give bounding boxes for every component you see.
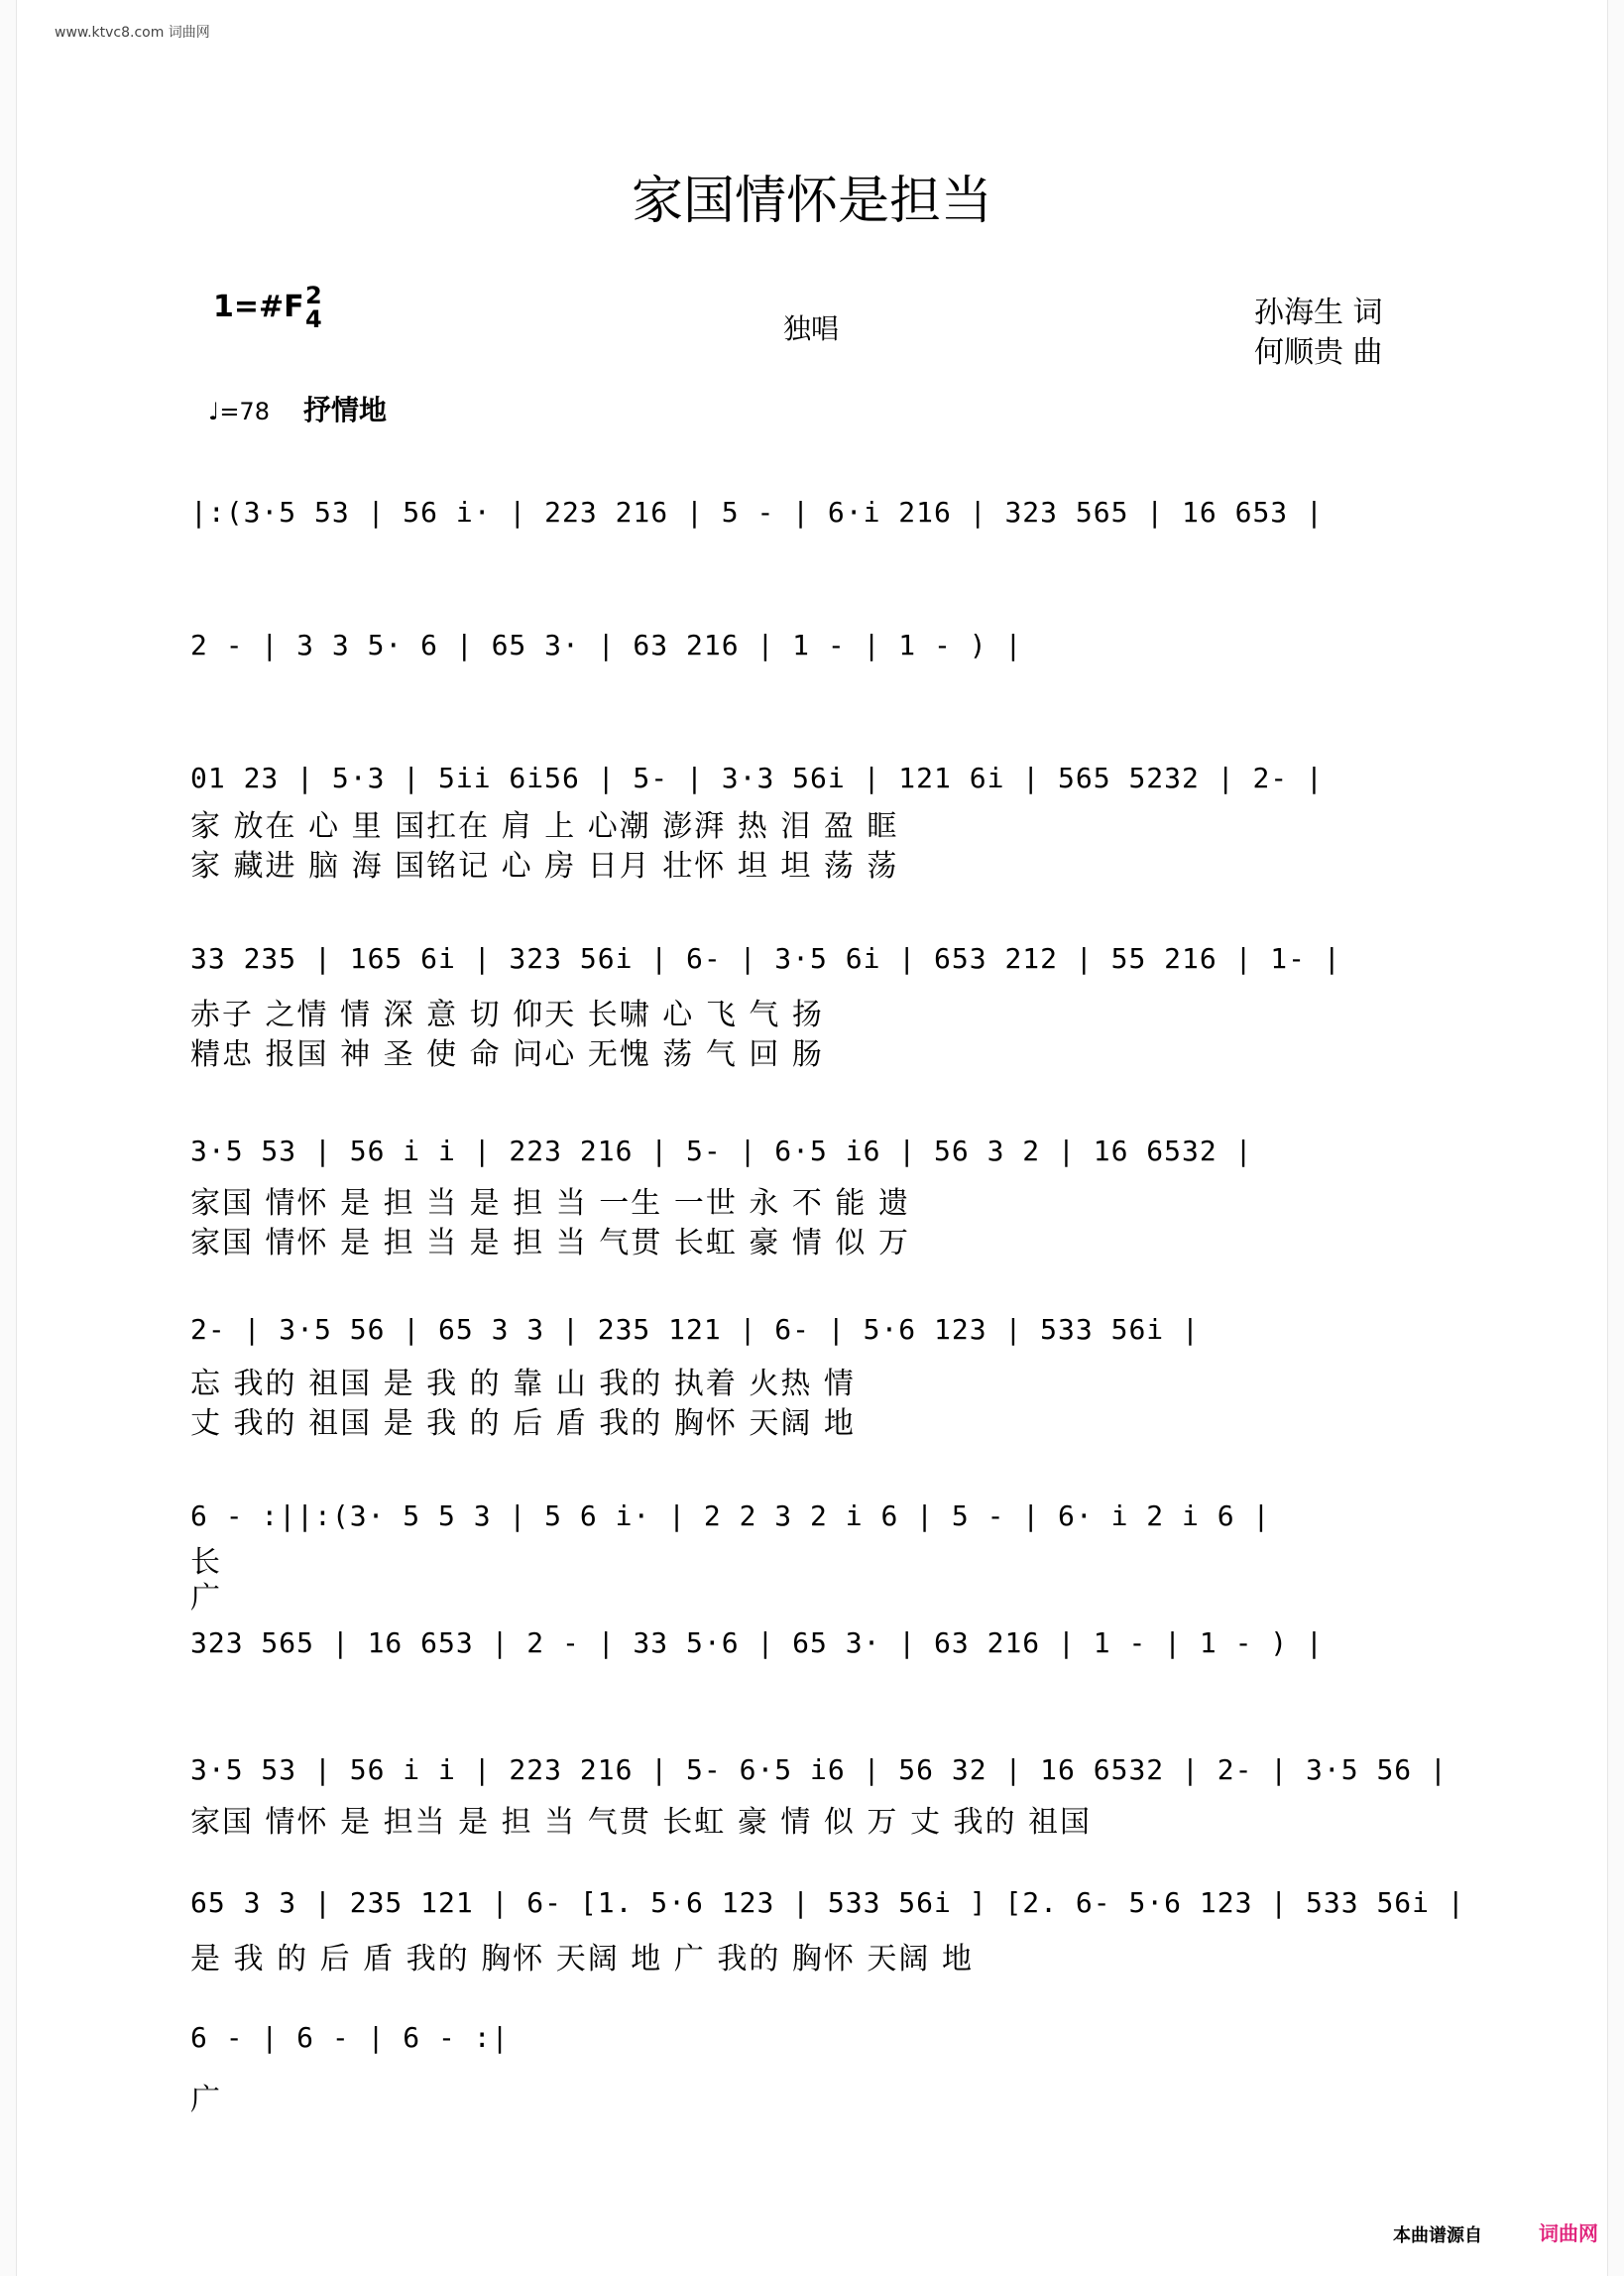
lyric-verse-1: 家 放在 心 里 国扛在 肩 上 心潮 澎湃 热 泪 盈 眶	[190, 809, 899, 844]
site-link[interactable]: 词曲网	[1539, 2221, 1598, 2245]
expression-mark: 抒情地	[302, 394, 387, 426]
notes-line: 6 - | 6 - | 6 - :|	[190, 2021, 510, 2054]
notes-line: |:(3·5 53 | 56 i· | 223 216 | 5 - | 6·i 216 | 323 565 | 16 653 |	[190, 496, 1324, 529]
credits	[1254, 294, 1383, 373]
lyricist: 孙海生 词	[1254, 296, 1383, 330]
lyric-verse-2: 精忠 报国 神 圣 使 命 问心 无愧 荡 气 回 肠	[190, 1037, 824, 1072]
time-bottom: 4	[305, 305, 322, 333]
left-margin-strip	[0, 0, 17, 2276]
lyric-verse-1: 忘 我的 祖国 是 我 的 靠 山 我的 执着 火热 情	[190, 1367, 856, 1401]
lyric-verse-1: 是 我 的 后 盾 我的 胸怀 天阔 地 广 我的 胸怀 天阔 地	[190, 1942, 974, 1977]
notes-line: 2- | 3·5 56 | 65 3 3 | 235 121 | 6- | 5·6 123 | 533 56i |	[190, 1313, 1200, 1346]
time-signature	[305, 284, 322, 331]
notes-line: 323 565 | 16 653 | 2 - | 33 5·6 | 65 3· | 63 216 | 1 - | 1 - ) |	[190, 1626, 1324, 1659]
lyric-verse-2: 广	[190, 1581, 222, 1616]
lyric-verse-2: 丈 我的 祖国 是 我 的 后 盾 我的 胸怀 天阔 地	[190, 1406, 856, 1441]
notes-line: 3·5 53 | 56 i i | 223 216 | 5- 6·5 i6 | 56 32 | 16 6532 | 2- | 3·5 56 |	[190, 1753, 1448, 1786]
lyric-verse-1: 长	[190, 1545, 222, 1580]
right-margin-strip	[1607, 0, 1624, 2276]
lyric-verse-2: 家国 情怀 是 担 当 是 担 当 气贯 长虹 豪 情 似 万	[190, 1226, 910, 1260]
lyric-verse-1: 家国 情怀 是 担当 是 担 当 气贯 长虹 豪 情 似 万 丈 我的 祖国	[190, 1805, 1093, 1840]
source-label: 本曲谱源自	[1393, 2225, 1482, 2246]
notes-line: 65 3 3 | 235 121 | 6- [1. 5·6 123 | 533 56i ] [2. 6- 5·6 123 | 533 56i |	[190, 1886, 1465, 1919]
key-signature: 1=#F	[213, 290, 304, 324]
tempo-value: ♩=78	[208, 398, 270, 425]
song-title: 家国情怀是担当	[631, 172, 992, 231]
notes-line: 6 - :||:(3· 5 5 3 | 5 6 i· | 2 2 3 2 i 6 | 5 - | 6· i 2 i 6 |	[190, 1499, 1271, 1532]
notes-line: 33 235 | 165 6i | 323 56i | 6- | 3·5 6i | 653 212 | 55 216 | 1- |	[190, 942, 1341, 975]
voice-type: 独唱	[783, 312, 840, 345]
lyric-verse-1: 广	[190, 2083, 222, 2117]
notes-line: 3·5 53 | 56 i i | 223 216 | 5- | 6·5 i6 | 56 3 2 | 16 6532 |	[190, 1135, 1253, 1167]
time-top: 2	[305, 282, 322, 309]
lyric-verse-1: 家国 情怀 是 担 当 是 担 当 一生 一世 永 不 能 遗	[190, 1186, 910, 1221]
watermark: www.ktvc8.com 词曲网	[55, 25, 210, 41]
tempo-marking	[208, 389, 387, 428]
composer: 何顺贵 曲	[1254, 335, 1383, 370]
lyric-verse-1: 赤子 之情 情 深 意 切 仰天 长啸 心 飞 气 扬	[190, 998, 824, 1032]
lyric-verse-2: 家 藏进 脑 海 国铭记 心 房 日月 壮怀 坦 坦 荡 荡	[190, 849, 899, 884]
notes-line: 2 - | 3 3 5· 6 | 65 3· | 63 216 | 1 - | 1 - ) |	[190, 629, 1023, 661]
notes-line: 01 23 | 5·3 | 5ii 6i56 | 5- | 3·3 56i | 121 6i | 565 5232 | 2- |	[190, 762, 1324, 794]
